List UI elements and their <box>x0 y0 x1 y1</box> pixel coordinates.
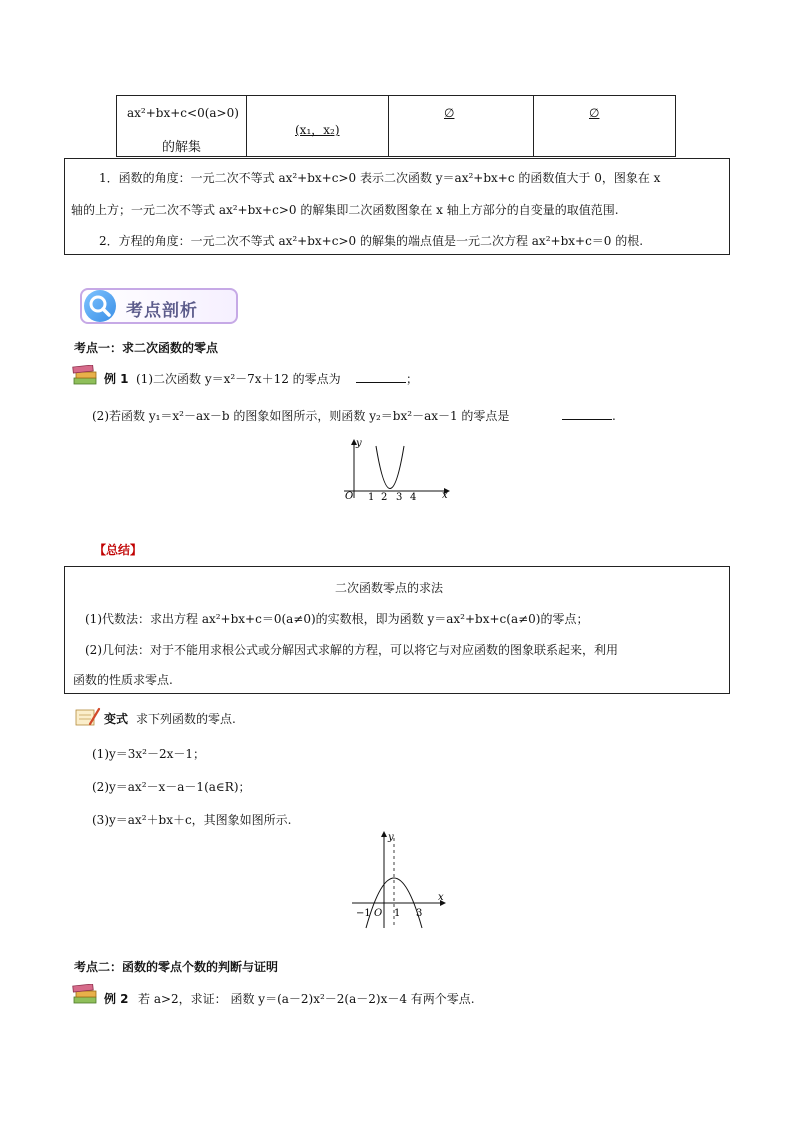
example1-blank-wrap <box>356 370 418 387</box>
graph1-y-label: y <box>356 438 362 449</box>
note-line-3: 2．方程的角度：一元二次不等式 ax²+bx+c>0 的解集的端点值是一元二次方程 ax²+bx+c＝0 的根. <box>99 234 644 248</box>
graph1-tick-4: 4 <box>410 492 417 502</box>
graph2-y-label: y <box>388 832 394 843</box>
books-icon-2 <box>72 984 98 1004</box>
summary-label: 【总结】 <box>94 543 143 557</box>
graph1-curve <box>376 446 404 489</box>
example1-part2: (2)若函数 y₁＝x²－ax－b 的图象如图所示，则函数 y₂＝bx²－ax－1 的零点是 <box>92 409 510 423</box>
answer-blank-1 <box>356 370 406 383</box>
graph2-tick-3: 3 <box>416 908 423 919</box>
solution-set-table <box>116 95 676 157</box>
table-cell-empty1 <box>389 96 534 156</box>
variant-item-2: (2)y＝ax²－x－a－1(a∈R)； <box>92 780 251 794</box>
example1-part2-end: . <box>612 409 616 423</box>
variant-item-1: (1)y＝3x²－2x－1； <box>92 747 206 761</box>
parabola-graph-1 <box>340 436 452 502</box>
summary-line-3: 函数的性质求零点. <box>73 673 173 687</box>
notebook-pen-icon <box>74 706 100 726</box>
interval-text: (x₁，x₂) <box>295 123 340 137</box>
graph1-tick-2: 2 <box>381 492 388 502</box>
graph1-tick-3: 3 <box>396 492 403 502</box>
row-label-line1: ax²+bx+c<0(a>0) <box>127 106 239 120</box>
kaodian2-title: 考点二：函数的零点个数的判断与证明 <box>74 960 279 974</box>
graph1-x-label: x <box>442 490 448 501</box>
books-icon <box>72 365 98 385</box>
graph2-origin: O <box>374 908 383 919</box>
variant-item-3: (3)y＝ax²＋bx＋c，其图象如图所示. <box>92 813 292 827</box>
variant-title: 求下列函数的零点. <box>136 712 236 726</box>
summary-line-2: (2)几何法：对于不能用求根公式或分解因式求解的方程，可以将它与对应函数的图象联系起来，利用 <box>85 643 619 657</box>
parabola-graph-2 <box>348 828 448 930</box>
kaodian1-title: 考点一：求二次函数的零点 <box>74 341 219 355</box>
example1-label: 例 1 <box>104 372 129 386</box>
section-banner <box>76 284 242 328</box>
example1-blank2-wrap <box>562 407 616 423</box>
example1-part1-end: ； <box>406 372 419 386</box>
table-cell-empty2 <box>534 96 675 156</box>
example2-label: 例 2 <box>104 992 129 1006</box>
note-line-2: 轴的上方；一元二次不等式 ax²+bx+c>0 的解集即二次函数图象在 x 轴上方部分的自变量的取值范围. <box>71 203 619 217</box>
magnifier-icon <box>84 290 116 322</box>
empty-set-1: ∅ <box>444 106 455 120</box>
note-line-1: 1．函数的角度：一元二次不等式 ax²+bx+c>0 表示二次函数 y＝ax²+bx+c 的函数值大于 0，图象在 x <box>99 171 661 185</box>
graph1-origin: O <box>345 491 354 502</box>
table-cell-interval <box>247 96 389 156</box>
banner-title: 考点剖析 <box>126 301 198 321</box>
summary-box <box>64 566 730 694</box>
row-label-line2: 的解集 <box>162 140 202 155</box>
example2-text: 若 a>2，求证： 函数 y＝(a－2)x²－2(a－2)x－4 有两个零点. <box>138 992 475 1006</box>
graph2-x-label: x <box>438 892 444 903</box>
graph2-y-arrow <box>381 831 387 837</box>
summary-title: 二次函数零点的求法 <box>335 581 444 595</box>
empty-set-2: ∅ <box>589 106 600 120</box>
graph1-tick-1: 1 <box>368 492 375 502</box>
graph2-tick-1: 1 <box>394 908 401 919</box>
answer-blank-2 <box>562 407 612 420</box>
variant-label: 变式 <box>104 712 129 726</box>
summary-line-1: (1)代数法：求出方程 ax²+bx+c＝0(a≠0)的实数根，即为函数 y＝ax²+bx+c(a≠0)的零点； <box>85 612 589 626</box>
graph2-tick-neg1: −1 <box>356 908 371 919</box>
note-box <box>64 158 730 255</box>
table-row-label-cell <box>117 96 247 156</box>
example1-part1: (1)二次函数 y＝x²－7x＋12 的零点为 <box>136 372 341 386</box>
